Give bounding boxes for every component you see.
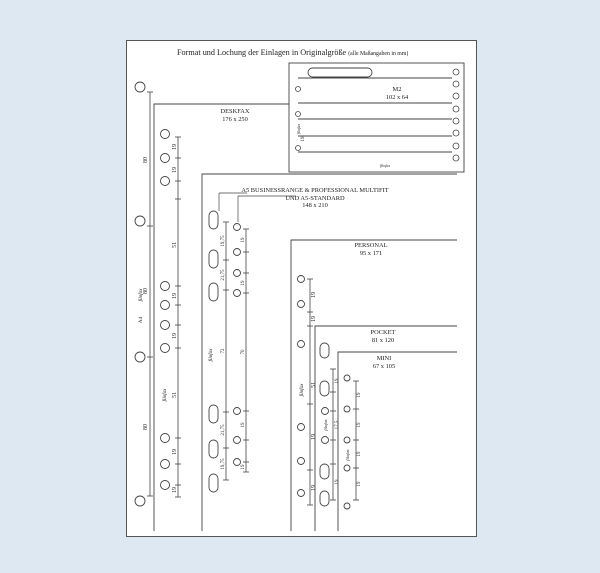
a5-dim-5: 19,75 (221, 458, 226, 470)
m2-dim-1: 19 (301, 136, 306, 142)
pocket-brand: filofax (323, 419, 328, 431)
deskfax-name: DESKFAX (220, 108, 250, 115)
mini-name: MINI (376, 355, 392, 362)
pocket-size: 81 x 120 (371, 336, 395, 344)
personal-dim-3: 51 (311, 382, 317, 388)
personal-dim-1: 19 (311, 292, 317, 298)
a4-dim-2: 80 (143, 288, 149, 294)
deskfax-size: 176 x 250 (222, 115, 248, 123)
personal-brand: filofax (300, 383, 305, 397)
m2-card (289, 63, 464, 172)
a5-inner-dim-3: 70 (241, 349, 246, 355)
a5-size: 148 x 210 (302, 202, 328, 209)
mini-dim-1: 19 (357, 392, 362, 398)
m2-size: 102 x 64 (385, 93, 409, 101)
deskfax-brand: filofax (163, 388, 168, 402)
a5-inner-dim-5: 19 (241, 464, 246, 470)
deskfax-dim-6: 51 (172, 392, 178, 398)
deskfax-holes (161, 130, 170, 490)
a5-name-line2: UND A5-STANDARD (285, 194, 345, 202)
a5-inner-dim-4: 19 (241, 422, 246, 428)
a5-caption (230, 187, 400, 210)
a5-dim-4: 21,75 (221, 424, 226, 436)
title-note: (alle Maßangaben in mm) (348, 51, 409, 57)
pocket-dim-3: 19 (335, 479, 340, 485)
mini-brand: filofax (345, 449, 350, 461)
m2-name: M2 (392, 86, 402, 93)
mini-caption (359, 355, 409, 370)
deskfax-dim-2: 19 (172, 167, 178, 173)
deskfax-dim-7: 19 (172, 449, 178, 455)
mini-dim-2: 19 (357, 422, 362, 428)
a5-dim-2: 21,75 (221, 269, 226, 281)
personal-dimension-line (307, 279, 313, 505)
a5-dim-3: 72 (221, 348, 226, 354)
personal-dim-4: 19 (311, 434, 317, 440)
mini-holes (344, 375, 350, 509)
a5-inner-dim-2: 19 (241, 280, 246, 286)
a5-round-holes (234, 224, 241, 466)
personal-dim-5: 19 (311, 485, 317, 491)
a5-dim-1: 19,75 (221, 235, 226, 247)
a5-name-line1: A5 BUSINESSRANGE & PROFESSIONAL MULTIFIT (241, 187, 389, 194)
m2-brand-bottom: filofax (379, 163, 391, 168)
a4-brand: filofax (139, 288, 144, 302)
deskfax-dim-3: 51 (172, 242, 178, 248)
m2-brand-left: filofax (296, 123, 301, 135)
a5-brand: filofax (209, 348, 214, 362)
pocket-dim-2: 17,5 (335, 420, 340, 430)
deskfax-dim-5: 19 (172, 333, 178, 339)
m2-caption (372, 86, 422, 101)
deskfax-caption (210, 108, 260, 123)
mini-size: 67 x 105 (372, 362, 396, 370)
deskfax-dim-4: 19 (172, 293, 178, 299)
deskfax-dim-8: 19 (172, 487, 178, 493)
a4-label: A4 (139, 316, 144, 324)
a5-inner-dim-1: 19 (241, 237, 246, 243)
mini-dim-3: 19 (357, 451, 362, 457)
personal-size: 95 x 171 (359, 249, 383, 257)
title-main: Format und Lochung der Einlagen in Originalgröße (177, 48, 347, 57)
a4-dim-3: 80 (143, 424, 149, 430)
pocket-caption (358, 329, 408, 344)
personal-name: PERSONAL (354, 242, 388, 249)
personal-caption (346, 242, 396, 257)
pocket-dim-1: 19 (335, 378, 340, 384)
deskfax-dim-1: 19 (172, 144, 178, 150)
deskfax-dimension-line (175, 137, 181, 497)
mini-dim-4: 19 (357, 481, 362, 487)
personal-dim-2: 19 (311, 316, 317, 322)
a4-dim-1: 80 (143, 157, 149, 163)
pocket-name: POCKET (370, 329, 396, 336)
